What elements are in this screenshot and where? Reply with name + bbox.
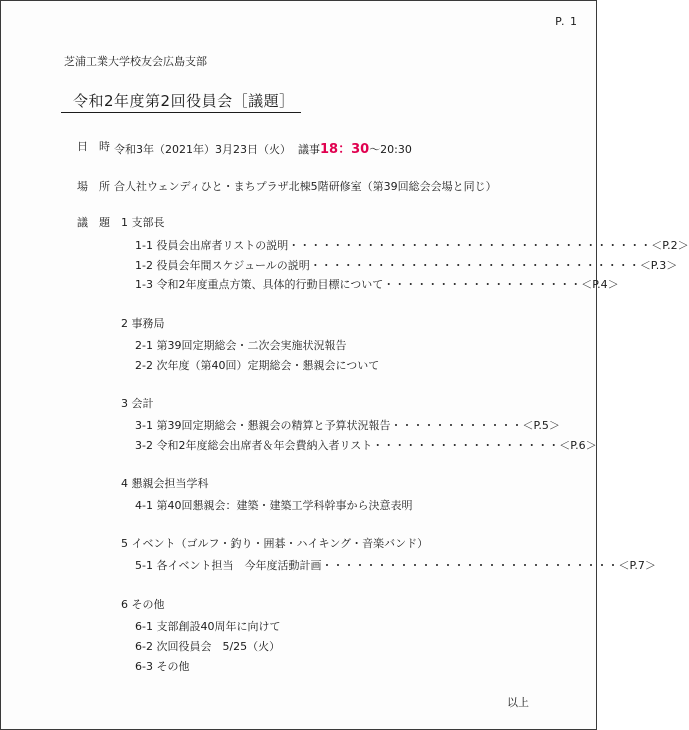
- agenda-item: 4-1 第40回懇親会：建築・建築工学科幹事から決意表明: [135, 499, 413, 512]
- agenda-item: 3-2 令和2年度総会出席者＆年会費納入者リスト・・・・・・・・・・・・・・・・・＜P.6＞: [135, 439, 597, 452]
- agenda-item: 6-3 その他: [135, 660, 190, 673]
- agenda-item: 3-1 第39回定期総会・懇親会の精算と予算状況報告・・・・・・・・・・・・＜P.5＞: [135, 419, 560, 432]
- section-heading: 3 会計: [121, 397, 154, 410]
- agenda-item: 2-1 第39回定期総会・二次会実施状況報告: [135, 339, 347, 352]
- agenda-label: 議 題: [77, 216, 110, 229]
- section-heading: 2 事務局: [121, 317, 165, 330]
- page-number: P. 1: [555, 15, 578, 28]
- section-heading: 1 支部長: [121, 216, 165, 229]
- place-label: 場 所: [77, 180, 110, 193]
- agenda-item: 6-1 支部創設40周年に向けて: [135, 620, 281, 633]
- section-heading: 4 懇親会担当学科: [121, 477, 209, 490]
- agenda-item: 1-2 役員会年間スケジュールの説明・・・・・・・・・・・・・・・・・・・・・・・・・・・・・・＜P.3＞: [135, 259, 678, 272]
- agenda-item: 5-1 各イベント担当 今年度活動計画・・・・・・・・・・・・・・・・・・・・・・・・・・・＜P.7＞: [135, 559, 656, 572]
- end-time: ～20:30: [369, 143, 412, 156]
- organization-name: 芝浦工業大学校友会広島支部: [64, 55, 207, 68]
- datetime-date: [114, 138, 412, 157]
- datetime-label: 日 時: [77, 140, 110, 153]
- agenda-item: 2-2 次年度（第40回）定期総会・懇親会について: [135, 359, 380, 372]
- meeting-date: 令和3年（2021年）3月23日（火）: [114, 143, 291, 156]
- agenda-item: 1-3 令和2年度重点方策、具体的行動目標について・・・・・・・・・・・・・・・・・・＜P.4＞: [135, 278, 619, 291]
- section-heading: 6 その他: [121, 598, 165, 611]
- start-time: 18：30: [320, 142, 370, 157]
- agenda-time-prefix: 議事: [298, 143, 320, 156]
- agenda-item: 1-1 役員会出席者リストの説明・・・・・・・・・・・・・・・・・・・・・・・・・・・・・・・・・＜P.2＞: [135, 239, 689, 252]
- agenda-item: 6-2 次回役員会 5/25（火）: [135, 640, 281, 653]
- document-title: 令和2年度第2回役員会［議題］: [61, 90, 301, 113]
- closing-remark: 以上: [507, 696, 529, 709]
- section-heading: 5 イベント（ゴルフ・釣り・囲碁・ハイキング・音楽バンド）: [121, 537, 429, 550]
- place-value: 合人社ウェンディひと・まちプラザ北棟5階研修室（第39回総会会場と同じ）: [114, 180, 497, 193]
